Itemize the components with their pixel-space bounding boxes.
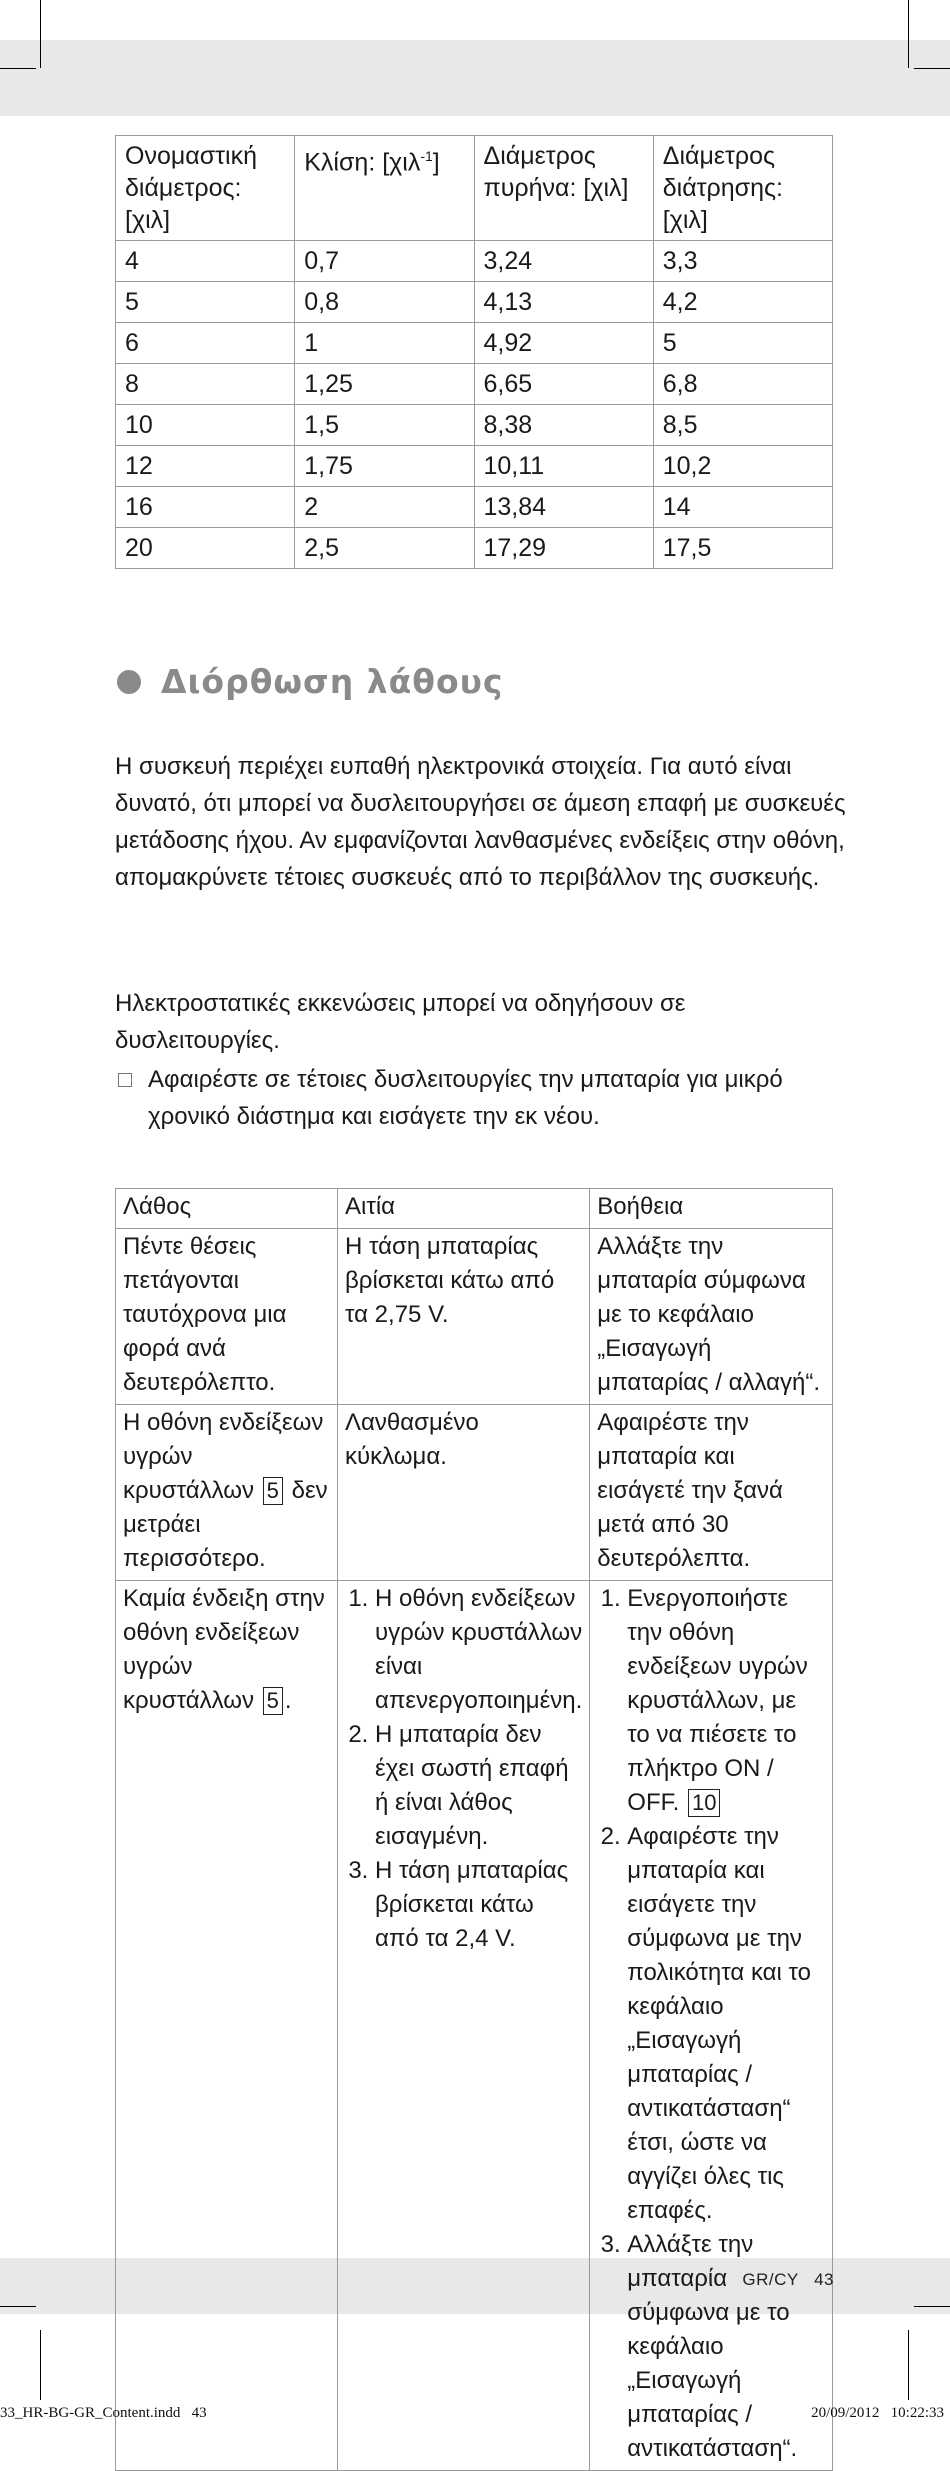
fault-text: Η οθόνη ενδείξεων υγρών κρυστάλλων bbox=[123, 1409, 324, 1504]
list-item: 3. Η τάση μπαταρίας βρίσκεται κάτω από τα 2,4 V. bbox=[375, 1854, 582, 1956]
section-title: Διόρθωση λάθους bbox=[161, 662, 504, 701]
table-cell: 6 bbox=[116, 323, 295, 364]
table-cell: 3,24 bbox=[474, 241, 653, 282]
table-cell: 8,5 bbox=[653, 405, 832, 446]
table-row bbox=[116, 1229, 833, 1405]
cause-cell bbox=[338, 1581, 590, 2471]
remedy-cell: Αφαιρέστε την μπαταρία και εισάγετέ την ξανά μετά από 30 δευτερόλεπτα. bbox=[590, 1405, 833, 1581]
table-row bbox=[116, 405, 833, 446]
table-cell: 1,25 bbox=[295, 364, 474, 405]
table-cell: 10,11 bbox=[474, 446, 653, 487]
table-cell: 4,2 bbox=[653, 282, 832, 323]
section-heading bbox=[117, 662, 503, 701]
table-cell: 5 bbox=[116, 282, 295, 323]
table-row bbox=[116, 528, 833, 569]
table-cell: 0,8 bbox=[295, 282, 474, 323]
table-header-cell: Αιτία bbox=[338, 1189, 590, 1229]
drill-size-table bbox=[115, 135, 833, 569]
cause-cell: Λανθασμένο κύκλωμα. bbox=[338, 1405, 590, 1581]
instruction-step bbox=[115, 1061, 855, 1135]
crop-mark bbox=[914, 2306, 950, 2307]
list-item: 3. Αλλάξτε την μπαταρία σύμφωνα με το κεφάλαιο „Εισαγωγή μπαταρίας / αντικατάσταση“. bbox=[627, 2228, 825, 2466]
table-header-cell: Βοήθεια bbox=[590, 1189, 833, 1229]
reference-number: 5 bbox=[263, 1477, 283, 1505]
table-row bbox=[116, 241, 833, 282]
checkbox-bullet-icon bbox=[118, 1073, 132, 1087]
table-header-row bbox=[116, 1189, 833, 1229]
list-item: 2. Η μπαταρία δεν έχει σωστή επαφή ή είναι λάθος εισαγμένη. bbox=[375, 1718, 582, 1854]
table-row bbox=[116, 364, 833, 405]
table-row bbox=[116, 282, 833, 323]
intro-paragraph: Η συσκευή περιέχει ευπαθή ηλεκτρονικά στοιχεία. Για αυτό είναι δυνατό, ότι μπορεί να δυσλειτουργήσει σε άμεση επαφή με συσκευές μετάδοσης ήχου. Αν εμφανίζονται λανθασμένες ενδείξεις στην οθόνη, απομακρύνετε τέτοιες συσκευές από το περιβάλλον της συσκευής. bbox=[115, 753, 846, 891]
table-cell: 3,3 bbox=[653, 241, 832, 282]
table-cell: 10 bbox=[116, 405, 295, 446]
crop-mark bbox=[914, 68, 950, 69]
remedy-cell bbox=[590, 1581, 833, 2471]
fault-cell bbox=[116, 1581, 338, 2471]
instruction-text: Αφαιρέστε σε τέτοιες δυσλειτουργίες την μπαταρία για μικρό χρονικό διάστημα και εισάγετε την εκ νέου. bbox=[148, 1066, 783, 1130]
table-header-cell: Ονομαστική διάμετρος: [χιλ] bbox=[116, 136, 295, 241]
table-cell: 6,65 bbox=[474, 364, 653, 405]
cause-list bbox=[345, 1582, 582, 1956]
file-slug: 33_HR-BG-GR_Content.indd 43 bbox=[0, 2405, 207, 2421]
table-header-row bbox=[116, 136, 833, 241]
table-header-cell: Διάμετρος διάτρησης: [χιλ] bbox=[653, 136, 832, 241]
troubleshooting-table bbox=[115, 1188, 833, 2471]
table-row bbox=[116, 1581, 833, 2471]
crop-mark bbox=[0, 2306, 36, 2307]
table-cell: 13,84 bbox=[474, 487, 653, 528]
reference-number: 10 bbox=[688, 1789, 720, 1817]
reference-number: 5 bbox=[263, 1687, 283, 1715]
crop-mark bbox=[908, 0, 909, 68]
table-cell: 4,92 bbox=[474, 323, 653, 364]
bullet-dot-icon bbox=[117, 670, 141, 694]
table-header-cell: Λάθος bbox=[116, 1189, 338, 1229]
table-cell: 10,2 bbox=[653, 446, 832, 487]
crop-mark bbox=[40, 2330, 41, 2400]
remedy-cell: Αλλάξτε την μπαταρία σύμφωνα με το κεφάλαιο „Εισαγωγή μπαταρίας / αλλαγή“. bbox=[590, 1229, 833, 1405]
table-cell: 1 bbox=[295, 323, 474, 364]
table-cell: 14 bbox=[653, 487, 832, 528]
fault-text: Καμία ένδειξη στην οθόνη ενδείξεων υγρών κρυστάλλων bbox=[123, 1585, 325, 1714]
remedy-list bbox=[597, 1582, 825, 2466]
crop-mark bbox=[908, 2330, 909, 2400]
table-header-cell: Διάμετρος πυρήνα: [χιλ] bbox=[474, 136, 653, 241]
table-row bbox=[116, 1405, 833, 1581]
fault-cell: Πέντε θέσεις πετάγονται ταυτόχρονα μια φορά ανά δευτερόλεπτο. bbox=[116, 1229, 338, 1405]
fault-text: δεν μετράει περισσότερο. bbox=[123, 1477, 328, 1572]
header-band bbox=[0, 40, 950, 116]
table-header-cell: Κλίση: [χιλ$^{-1}$] bbox=[295, 136, 474, 241]
table-row bbox=[116, 487, 833, 528]
table-cell: 17,5 bbox=[653, 528, 832, 569]
table-cell: 1,75 bbox=[295, 446, 474, 487]
cause-cell: Η τάση μπαταρίας βρίσκεται κάτω από τα 2,75 V. bbox=[338, 1229, 590, 1405]
list-item: 1. Η οθόνη ενδείξεων υγρών κρυστάλλων είναι απενεργοποιημένη. bbox=[375, 1582, 582, 1718]
list-item: 1. Ενεργοποιήστε την οθόνη ενδείξεων υγρών κρυστάλλων, με το να πιέσετε το πλήκτρο ON / OFF. 10 bbox=[627, 1582, 825, 1820]
table-cell: 2,5 bbox=[295, 528, 474, 569]
page-number: GR/CY 43 bbox=[742, 2270, 834, 2289]
crop-mark bbox=[0, 68, 36, 69]
table-cell: 8 bbox=[116, 364, 295, 405]
table-row bbox=[116, 323, 833, 364]
table-cell: 2 bbox=[295, 487, 474, 528]
table-cell: 20 bbox=[116, 528, 295, 569]
list-item: 2. Αφαιρέστε την μπαταρία και εισάγετε την σύμφωνα με την πολικότητα και το κεφάλαιο „Εισαγωγή μπαταρίας / αντικατάσταση“ έτσι, ώστε να αγγίζει όλες τις επαφές. bbox=[627, 1820, 825, 2228]
table-cell: 0,7 bbox=[295, 241, 474, 282]
table-cell: 1,5 bbox=[295, 405, 474, 446]
table-cell: 5 bbox=[653, 323, 832, 364]
table-cell: 4,13 bbox=[474, 282, 653, 323]
table-row bbox=[116, 446, 833, 487]
date-slug: 20/09/2012 10:22:33 bbox=[811, 2405, 944, 2421]
table-cell: 17,29 bbox=[474, 528, 653, 569]
table-cell: 6,8 bbox=[653, 364, 832, 405]
fault-cell bbox=[116, 1405, 338, 1581]
table-cell: 12 bbox=[116, 446, 295, 487]
table-cell: 8,38 bbox=[474, 405, 653, 446]
fault-text: . bbox=[284, 1687, 292, 1714]
esd-paragraph: Ηλεκτροστατικές εκκενώσεις μπορεί να οδηγήσουν σε δυσλειτουργίες. bbox=[115, 990, 686, 1054]
table-cell: 4 bbox=[116, 241, 295, 282]
crop-mark bbox=[40, 0, 41, 68]
table-cell: 16 bbox=[116, 487, 295, 528]
